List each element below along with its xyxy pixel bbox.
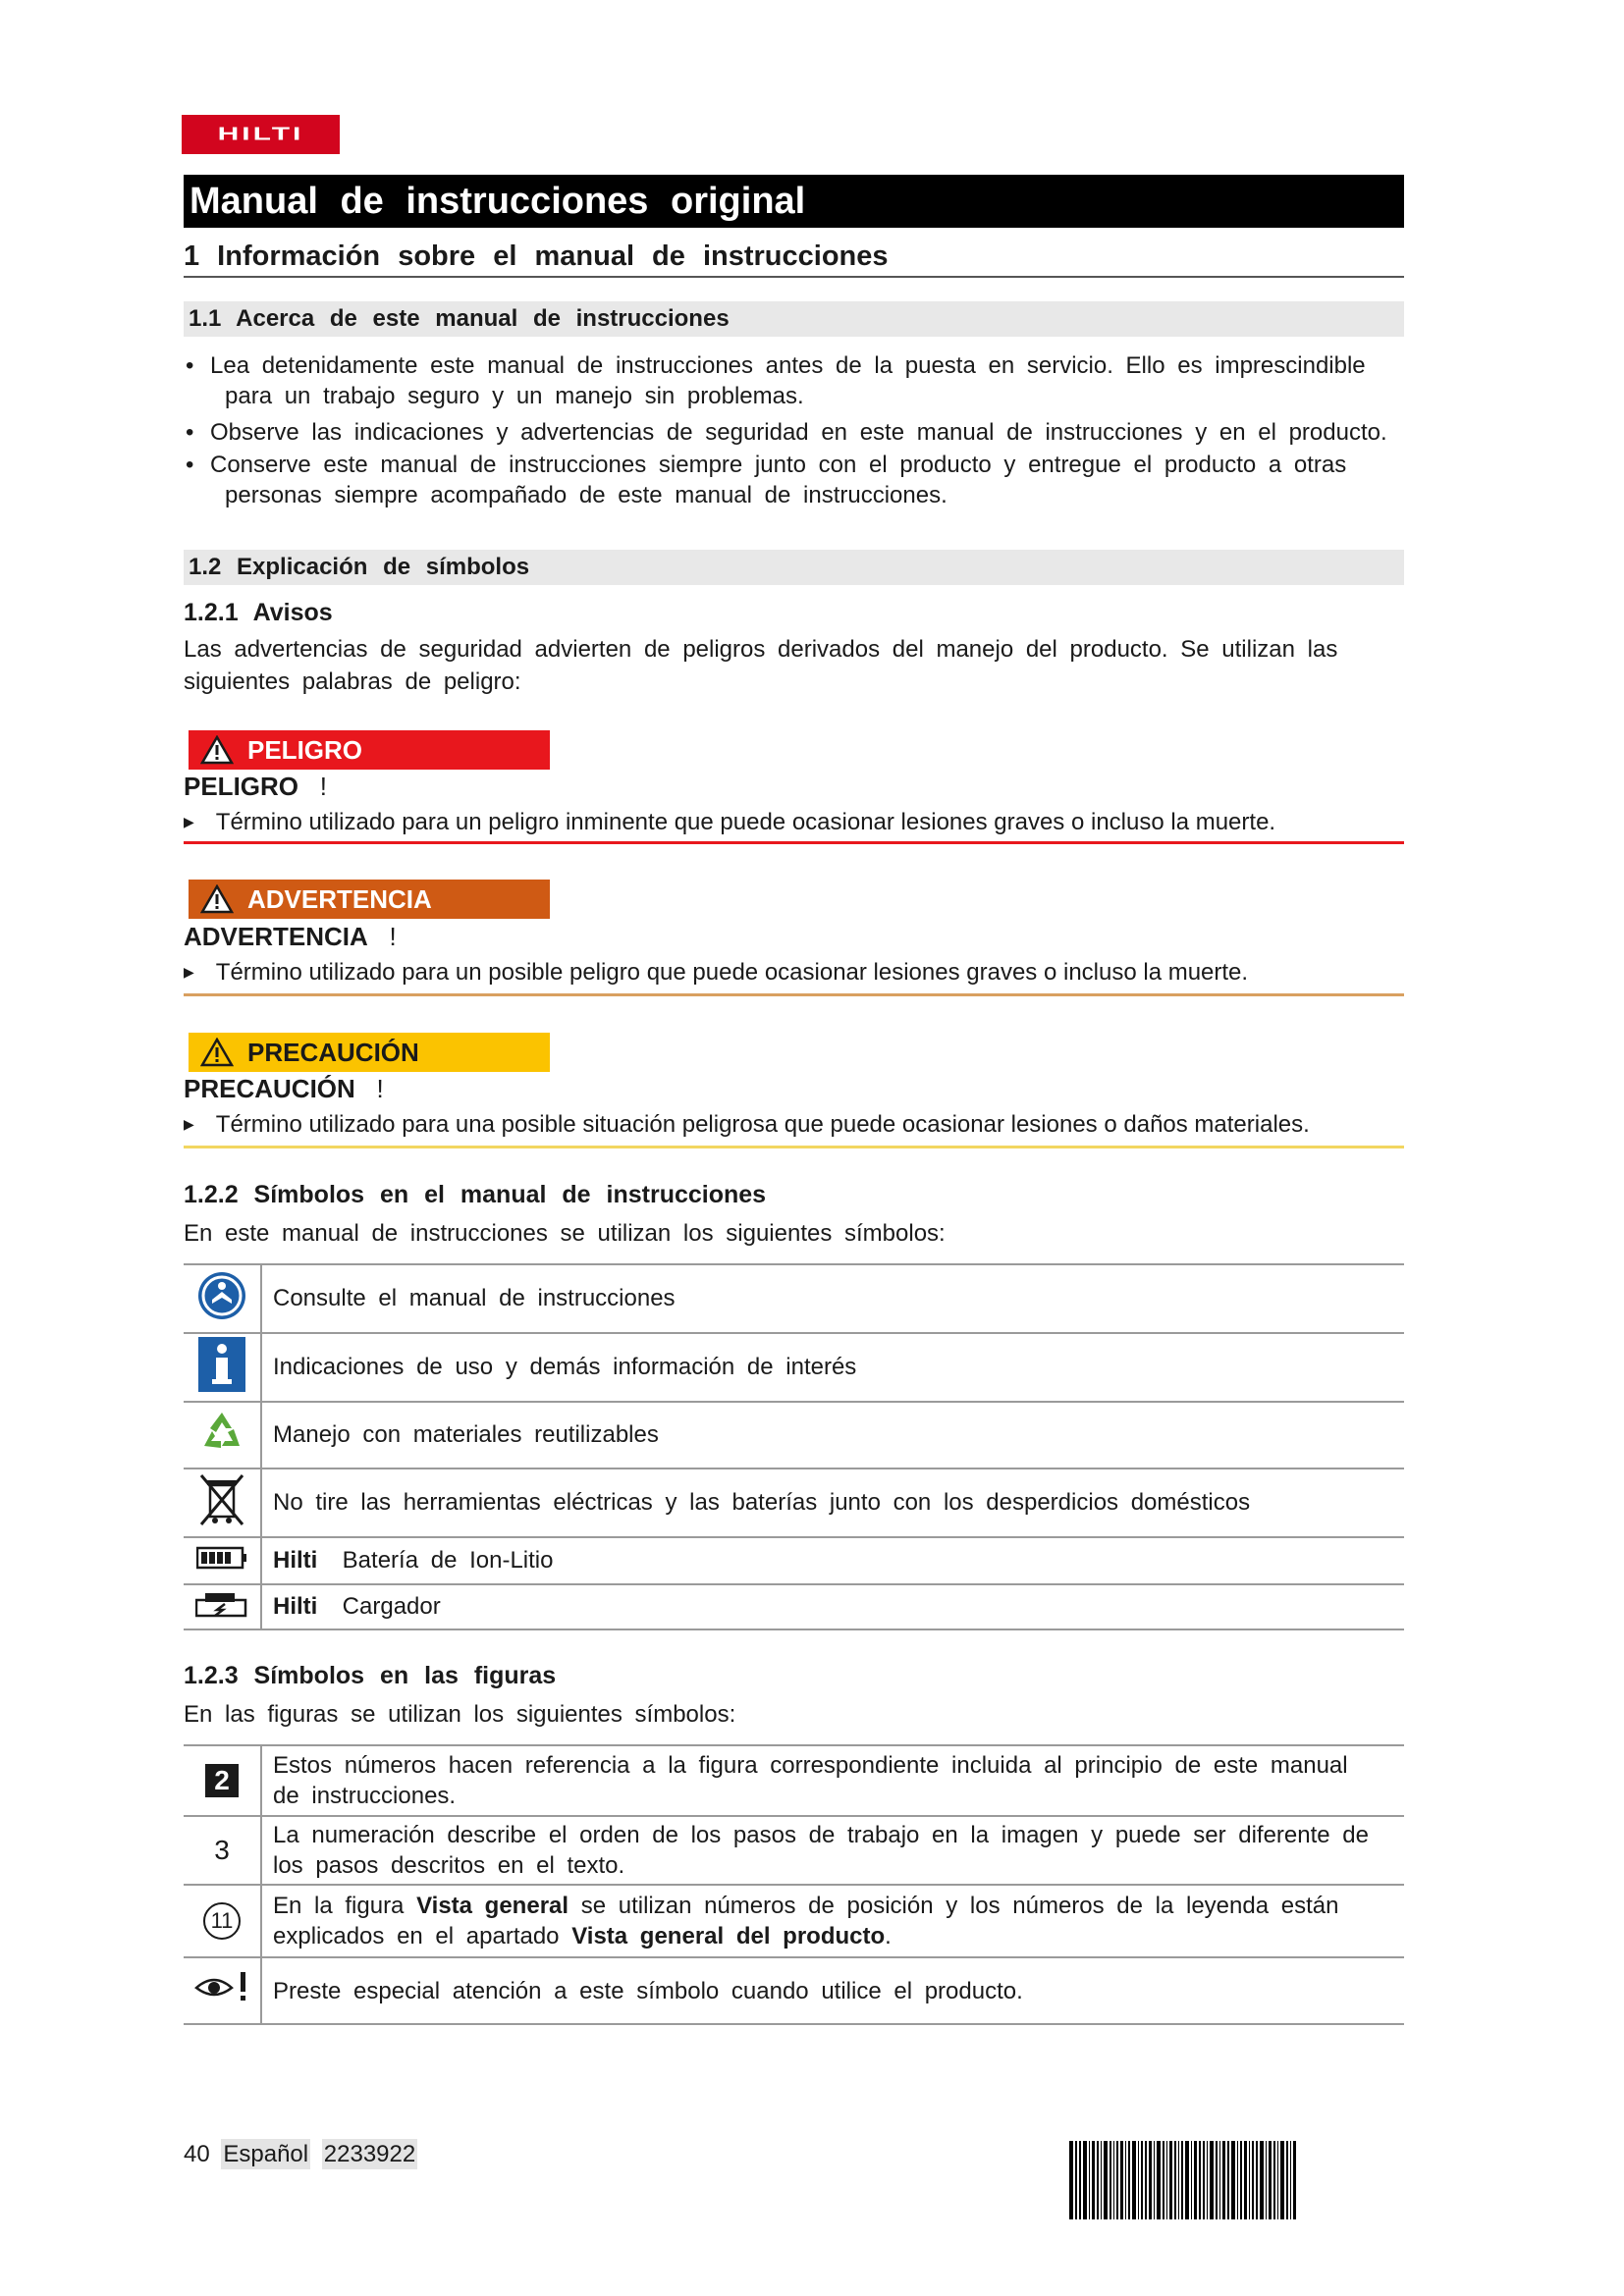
warning-icon	[200, 884, 234, 914]
barcode-bar	[1157, 2141, 1161, 2219]
barcode-bar	[1199, 2141, 1201, 2219]
barcode-bar	[1169, 2141, 1172, 2219]
figure-symbols-table	[184, 1744, 1404, 2025]
barcode-bar	[1269, 2141, 1272, 2219]
barcode-bar	[1293, 2141, 1296, 2219]
symbol-description: Manejo con materiales reutilizables	[261, 1402, 1404, 1468]
barcode-bar	[1110, 2141, 1111, 2219]
barcode-bar	[1210, 2141, 1214, 2219]
barcode-bar	[1120, 2141, 1123, 2219]
barcode-bar	[1222, 2141, 1225, 2219]
precaucion-description: ▶ Término utilizado para una posible situación peligrosa que puede ocasionar lesiones o daños materiales.	[184, 1111, 1310, 1138]
barcode-bar	[1280, 2141, 1284, 2219]
table-row	[184, 1264, 1404, 1333]
table-row	[184, 1745, 1404, 1816]
barcode-bar	[1181, 2141, 1183, 2219]
advertencia-word: ADVERTENCIA !	[184, 922, 397, 951]
attention-eye-icon	[184, 1957, 261, 2024]
list-item: • Conserve este manual de instrucciones siempre junto con el producto y entregue el producto a otras personas siempre acompañado de este manual de instrucciones.	[186, 452, 1347, 508]
hilti-logo: HILTI	[182, 115, 340, 154]
precaucion-label: PRECAUCIÓN	[189, 1033, 550, 1072]
barcode-bar	[1290, 2141, 1291, 2219]
barcode-bar	[1260, 2141, 1264, 2219]
barcode-bar	[1191, 2141, 1192, 2219]
barcode-bar	[1219, 2141, 1220, 2219]
list-item: • Lea detenidamente este manual de instrucciones antes de la puesta en servicio. Ello es imprescindible para un trabajo seguro y un manejo sin problemas.	[186, 352, 1366, 409]
barcode-bar	[1216, 2141, 1218, 2219]
barcode-bar	[1273, 2141, 1275, 2219]
battery-icon	[184, 1537, 261, 1584]
symbol-description: Hilti Batería de Ion-Litio	[261, 1537, 1404, 1584]
table-row	[184, 1957, 1404, 2024]
barcode-bar	[1252, 2141, 1254, 2219]
barcode-bar	[1249, 2141, 1250, 2219]
advertencia-divider	[184, 993, 1404, 996]
barcode-bar	[1113, 2141, 1114, 2219]
section-1-2-1-heading: 1.2.1 Avisos	[184, 599, 333, 626]
section-1-1-heading: 1.1 Acerca de este manual de instrucciones	[184, 301, 1404, 337]
barcode-bar	[1240, 2141, 1242, 2219]
barcode-bar	[1097, 2141, 1099, 2219]
table-row	[184, 1816, 1404, 1885]
section-1-2-heading: 1.2 Explicación de símbolos	[184, 550, 1404, 585]
barcode-bar	[1149, 2141, 1152, 2219]
barcode-bar	[1231, 2141, 1235, 2219]
barcode-bar	[1277, 2141, 1278, 2219]
barcode-bar	[1132, 2141, 1136, 2219]
table-row	[184, 1333, 1404, 1402]
table-row	[184, 1584, 1404, 1629]
symbol-description: La numeración describe el orden de los pasos de trabajo en la imagen y puede ser diferente de los pasos descritos en el texto.	[261, 1816, 1404, 1885]
info-icon	[184, 1333, 261, 1402]
section-1-2-2-heading: 1.2.2 Símbolos en el manual de instrucciones	[184, 1181, 767, 1208]
barcode-bar	[1104, 2141, 1108, 2219]
peligro-label: PELIGRO	[189, 730, 550, 770]
table-row	[184, 1468, 1404, 1537]
barcode-bar	[1128, 2141, 1130, 2219]
table-row	[184, 1537, 1404, 1584]
barcode-bar	[1079, 2141, 1081, 2219]
peligro-divider	[184, 841, 1404, 844]
barcode-bar	[1069, 2141, 1073, 2219]
barcode-bar	[1166, 2141, 1167, 2219]
barcode-bar	[1178, 2141, 1179, 2219]
barcode-bar	[1116, 2141, 1118, 2219]
barcode-bar	[1256, 2141, 1258, 2219]
document-code: 2233922	[323, 2141, 416, 2167]
barcode-bar	[1141, 2141, 1143, 2219]
position-number-icon: 11	[184, 1885, 261, 1957]
symbol-description: Hilti Cargador	[261, 1584, 1404, 1629]
avisos-text: Las advertencias de seguridad advierten de peligros derivados del manejo del producto. Se utilizan las siguientes palabras de peligro:	[184, 636, 1338, 695]
barcode-bar	[1138, 2141, 1139, 2219]
symbol-description: Estos números hacen referencia a la figura correspondiente incluida al principio de este manual de instrucciones.	[261, 1745, 1404, 1816]
warning-icon	[200, 1038, 234, 1067]
crossed-bin-icon	[184, 1468, 261, 1537]
barcode-bar	[1266, 2141, 1267, 2219]
symbol-description: Indicaciones de uso y demás información de interés	[261, 1333, 1404, 1402]
recycle-icon	[184, 1402, 261, 1468]
read-manual-icon	[184, 1264, 261, 1333]
figure-number-icon: 2	[184, 1745, 261, 1816]
precaucion-word: PRECAUCIÓN !	[184, 1074, 384, 1103]
symbol-description: En la figura Vista general se utilizan números de posición y los números de la leyenda están explicados en el apartado Vista general del producto.	[261, 1885, 1404, 1957]
barcode-bar	[1227, 2141, 1229, 2219]
barcode-bar	[1203, 2141, 1205, 2219]
warning-icon	[200, 735, 234, 765]
table-row	[184, 1885, 1404, 1957]
document-title: Manual de instrucciones original	[184, 175, 1404, 228]
advertencia-label: ADVERTENCIA	[189, 880, 550, 919]
peligro-description: ▶ Término utilizado para un peligro inminente que puede ocasionar lesiones graves o incluso la muerte.	[184, 809, 1276, 835]
advertencia-description: ▶ Término utilizado para un posible peligro que puede ocasionar lesiones graves o incluso la muerte.	[184, 959, 1249, 986]
page-number: 40	[184, 2141, 210, 2167]
barcode-bar	[1163, 2141, 1164, 2219]
precaucion-divider	[184, 1146, 1404, 1148]
list-item: • Observe las indicaciones y advertencias de seguridad en este manual de instrucciones y en el producto.	[186, 419, 1387, 446]
table-row	[184, 1402, 1404, 1468]
barcode-bar	[1244, 2141, 1247, 2219]
charger-icon	[184, 1584, 261, 1629]
section-1-2-3-heading: 1.2.3 Símbolos en las figuras	[184, 1662, 557, 1689]
section-1-2-3-intro: En las figuras se utilizan los siguientes símbolos:	[184, 1701, 736, 1728]
barcode-bar	[1174, 2141, 1176, 2219]
manual-symbols-table	[184, 1263, 1404, 1630]
barcode-bar	[1089, 2141, 1090, 2219]
barcode-bar	[1083, 2141, 1087, 2219]
barcode-bar	[1125, 2141, 1126, 2219]
peligro-word: PELIGRO !	[184, 772, 327, 801]
barcode-bar	[1185, 2141, 1189, 2219]
barcode-bar	[1145, 2141, 1147, 2219]
section-1-2-2-intro: En este manual de instrucciones se utilizan los siguientes símbolos:	[184, 1220, 946, 1247]
language-label: Español	[223, 2141, 309, 2167]
symbol-description: No tire las herramientas eléctricas y las baterías junto con los desperdicios domésticos	[261, 1468, 1404, 1537]
barcode-bar	[1237, 2141, 1238, 2219]
barcode	[1069, 2141, 1407, 2219]
barcode-bar	[1286, 2141, 1288, 2219]
barcode-bar	[1154, 2141, 1155, 2219]
barcode-bar	[1194, 2141, 1197, 2219]
barcode-bar	[1207, 2141, 1208, 2219]
section-1-heading: 1 Información sobre el manual de instrucciones	[184, 240, 1404, 278]
step-number-icon: 3	[184, 1816, 261, 1885]
symbol-description: Preste especial atención a este símbolo cuando utilice el producto.	[261, 1957, 1404, 2024]
barcode-bar	[1075, 2141, 1077, 2219]
barcode-bar	[1101, 2141, 1102, 2219]
symbol-description: Consulte el manual de instrucciones	[261, 1264, 1404, 1333]
page-footer	[184, 2141, 417, 2168]
barcode-bar	[1092, 2141, 1095, 2219]
